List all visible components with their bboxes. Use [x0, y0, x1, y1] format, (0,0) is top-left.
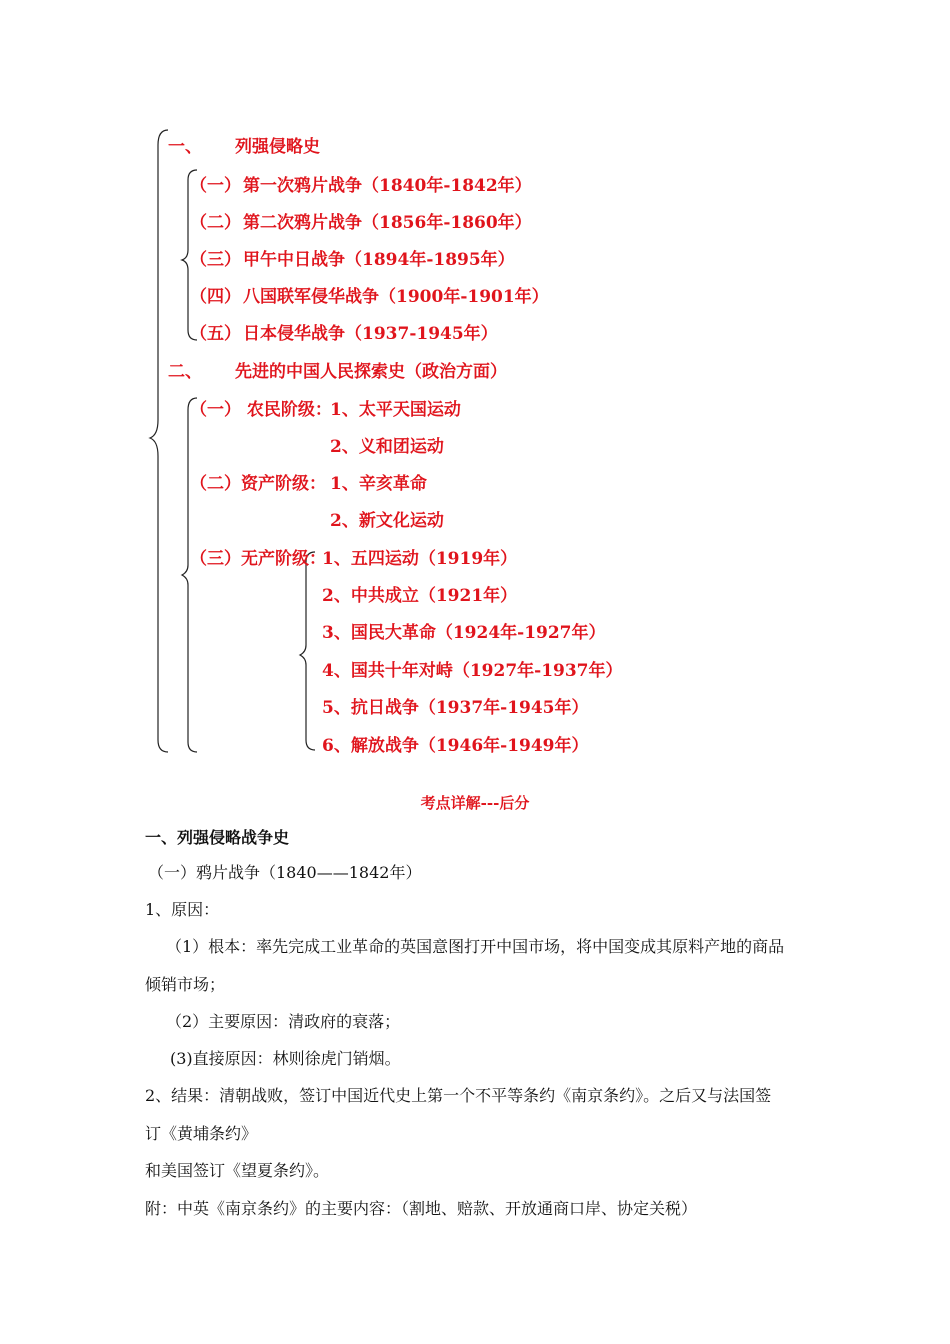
- proletariat-item-6: 6、解放战争（1946年-1949年）: [322, 736, 589, 756]
- main-brace: [150, 130, 168, 752]
- peasant-label: （一） 农民阶级：: [190, 400, 332, 420]
- result-line-2: 订《黄埔条约》: [145, 1124, 258, 1143]
- proletariat-item-5: 5、抗日战争（1937年-1945年）: [322, 698, 589, 718]
- peasant-item-2: 2、义和团运动: [330, 437, 444, 457]
- details-subheading: （一）鸦片战争（1840——1842年）: [148, 863, 422, 882]
- proletariat-label: （三）无产阶级：: [190, 549, 326, 569]
- appendix-line: 附：中英《南京条约》的主要内容：（割地、赔款、开放通商口岸、协定关税）: [145, 1199, 698, 1218]
- s1-item-4-text: 八国联军侵华战争（1900年-1901年）: [243, 287, 549, 307]
- section2-title: 先进的中国人民探索史（政治方面）: [235, 362, 507, 382]
- bourgeois-label: （二）资产阶级：: [190, 474, 326, 494]
- section1-title: 列强侵略史: [235, 137, 320, 157]
- proletariat-item-3: 3、国民大革命（1924年-1927年）: [322, 623, 606, 643]
- proletariat-item-1: 1、五四运动（1919年）: [322, 549, 518, 569]
- details-heading: 一、列强侵略战争史: [145, 828, 290, 847]
- cause-1-line-2: 倾销市场；: [145, 975, 226, 994]
- s1-item-3-text: 甲午中日战争（1894年-1895年）: [243, 250, 515, 270]
- section2-brace: [182, 398, 197, 752]
- cause-3: (3)直接原因：林则徐虎门销烟。: [170, 1049, 401, 1068]
- cause-label: 1、原因：: [145, 900, 220, 919]
- proletariat-item-4: 4、国共十年对峙（1927年-1937年）: [322, 661, 623, 681]
- details-title: 考点详解---后分: [420, 794, 530, 812]
- bourgeois-item-2: 2、新文化运动: [330, 511, 444, 531]
- cause-2: （2）主要原因：清政府的衰落；: [166, 1012, 401, 1031]
- section1-number: 一、: [168, 137, 202, 157]
- s1-item-1-num: （一）: [190, 176, 241, 196]
- cause-1-line-1: （1）根本：率先完成工业革命的英国意图打开中国市场，将中国变成其原料产地的商品: [166, 937, 785, 956]
- proletariat-item-2: 2、中共成立（1921年）: [322, 586, 518, 606]
- bourgeois-item-1: 1、辛亥革命: [330, 474, 427, 494]
- s1-item-3-num: （三）: [190, 250, 241, 270]
- section2-number: 二、: [168, 362, 202, 382]
- peasant-item-1: 1、太平天国运动: [330, 400, 461, 420]
- proletariat-brace: [300, 552, 315, 750]
- result-line-1: 2、结果：清朝战败，签订中国近代史上第一个不平等条约《南京条约》。之后又与法国签: [145, 1086, 772, 1105]
- s1-item-1-text: 第一次鸦片战争（1840年-1842年）: [243, 176, 532, 196]
- s1-item-5-text: 日本侵华战争（1937-1945年）: [243, 324, 498, 344]
- s1-item-2-text: 第二次鸦片战争（1856年-1860年）: [243, 213, 532, 233]
- s1-item-5-num: （五）: [190, 324, 241, 344]
- result-line-3: 和美国签订《望夏条约》。: [145, 1161, 330, 1180]
- s1-item-2-num: （二）: [190, 213, 241, 233]
- s1-item-4-num: （四）: [190, 287, 241, 307]
